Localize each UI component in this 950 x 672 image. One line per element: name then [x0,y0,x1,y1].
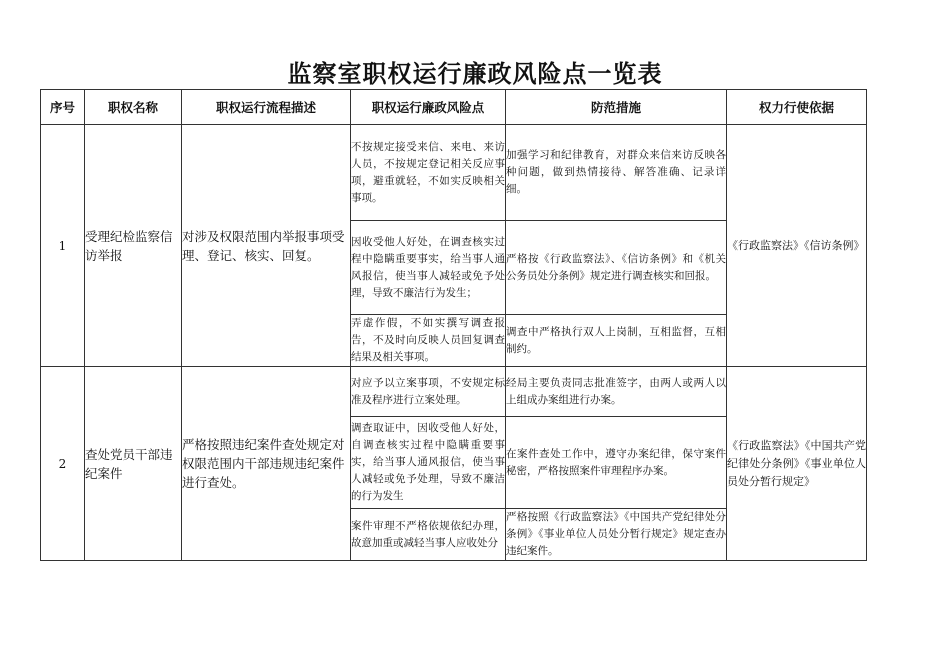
risk-point: 调查取证中，因收受他人好处，自调查核实过程中隐瞒重要事实，给当事人通风报信，使当事人减轻或免予处理，导致不廉洁的行为发生 [351,417,506,509]
risk-point: 案件审理不严格依规依纪办理，故意加重或减轻当事人应收处分 [351,509,506,561]
page-title: 监察室职权运行廉政风险点一览表 [287,60,663,88]
header-measures: 防范措施 [506,90,727,125]
risk-point: 对应予以立案事项，不安规定标准及程序进行立案处理。 [351,367,506,417]
row-process: 对涉及权限范围内举报事项受理、登记、核实、回复。 [182,125,351,367]
row-basis: 《行政监察法》《信访条例》 [727,125,867,367]
row-power-name: 查处党员干部违纪案件 [85,367,182,561]
risk-point: 因收受他人好处，在调查核实过程中隐瞒重要事实，给当事人通风报信，使当事人减轻或免予处理，导致不廉洁行为发生； [351,221,506,315]
header-row [41,90,867,125]
row-process: 严格按照违纪案件查处规定对权限范围内干部违规违纪案件进行查处。 [182,367,351,561]
prevention-measure: 在案件查处工作中，遵守办案纪律，保守案件秘密，严格按照案件审理程序办案。 [506,417,727,509]
header-process: 职权运行流程描述 [182,90,351,125]
header-risk: 职权运行廉政风险点 [351,90,506,125]
row-seq: 2 [41,367,85,561]
row-seq: 1 [41,125,85,367]
header-basis: 权力行使依据 [727,90,867,125]
prevention-measure: 经局主要负责同志批准签字，由两人或两人以上组成办案组进行办案。 [506,367,727,417]
risk-table [40,89,867,561]
prevention-measure: 严格按《行政监察法》、《信访条例》和《机关公务员处分条例》规定进行调查核实和回报。 [506,221,727,315]
row-basis: 《行政监察法》《中国共产党纪律处分条例》《事业单位人员处分暂行规定》 [727,367,867,561]
prevention-measure: 加强学习和纪律教育，对群众来信来访反映各种问题，做到热情接待、解答准确、记录详细。 [506,125,727,221]
table-row [41,125,867,221]
prevention-measure: 调查中严格执行双人上岗制，互相监督，互相制约。 [506,315,727,367]
table-row [41,367,867,417]
risk-point: 弄虚作假，不如实撰写调查报告，不及时向反映人员回复调查结果及相关事项。 [351,315,506,367]
prevention-measure: 严格按照《行政监察法》《中国共产党纪律处分条例》《事业单位人员处分暂行规定》规定查办违纪案件。 [506,509,727,561]
row-power-name: 受理纪检监察信访举报 [85,125,182,367]
header-power-name: 职权名称 [85,90,182,125]
header-seq: 序号 [41,90,85,125]
risk-point: 不按规定接受来信、来电、来访人员，不按规定登记相关反应事项，避重就轻，不如实反映相关事项。 [351,125,506,221]
